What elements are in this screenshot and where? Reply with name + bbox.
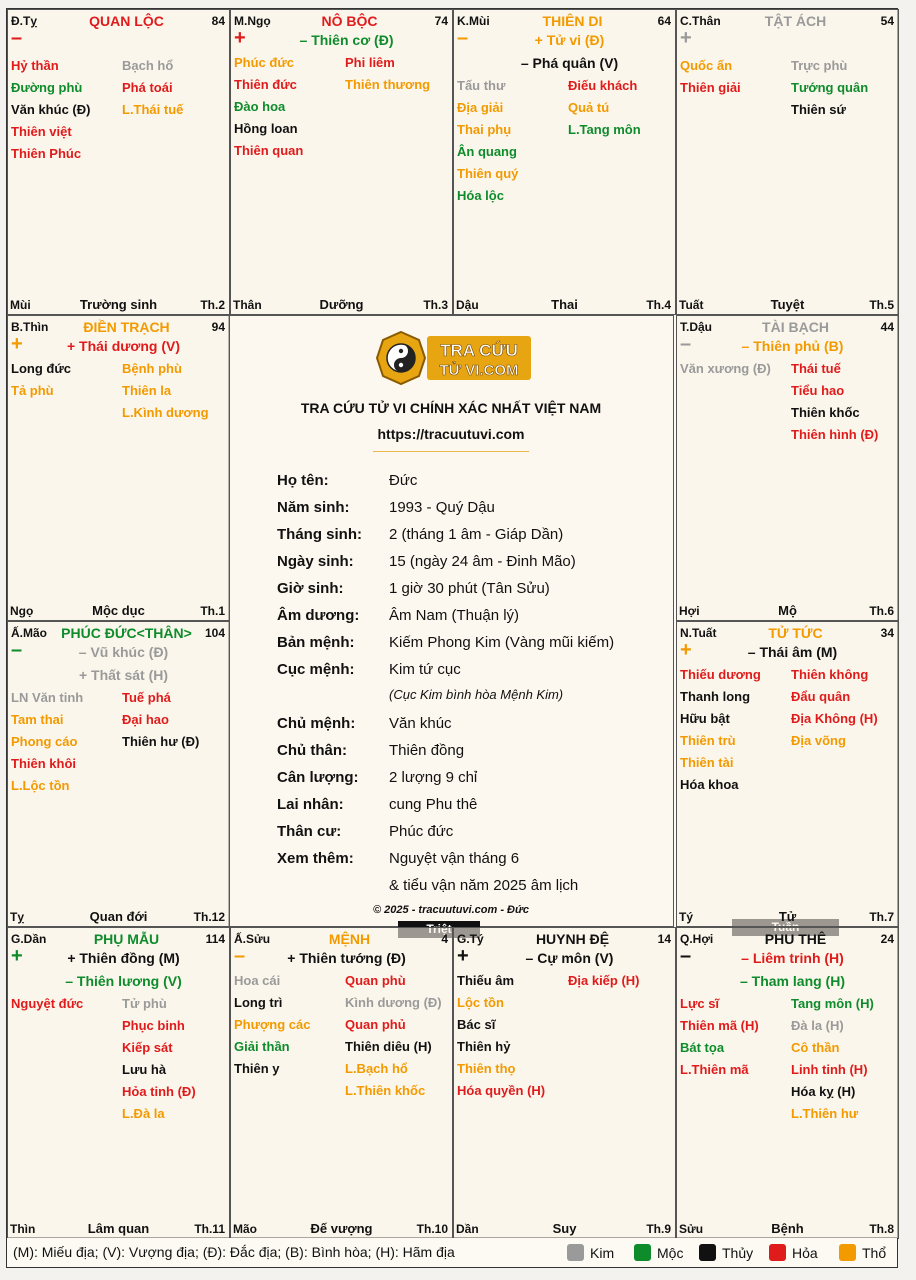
life-stage-branch: Tý [679, 910, 694, 924]
info-value: Kim tứ cục [389, 661, 461, 678]
minor-star: Nguyệt đức [11, 996, 84, 1011]
legend-label: Mộc [657, 1244, 684, 1261]
minor-star: Địa giải [457, 100, 504, 115]
minor-star: Tam thai [11, 712, 64, 727]
major-star: + Thất sát (H) [78, 667, 169, 683]
minor-star: Đường phù [11, 80, 83, 95]
info-value: Đức [389, 472, 418, 489]
info-row [277, 607, 519, 624]
info-row [277, 580, 550, 597]
minor-star: Trực phù [791, 58, 848, 73]
palace-age: 4 [441, 932, 448, 946]
minor-star: Thiên sứ [791, 102, 846, 117]
info-key: Chủ mệnh: [277, 715, 356, 732]
life-stage: Quan đới [89, 909, 148, 924]
yin-yang-sign: + [11, 945, 23, 967]
info-key: Năm sinh: [277, 499, 350, 516]
legend-swatch [634, 1244, 651, 1261]
legend-item-3 [769, 1244, 818, 1261]
minor-star: Long đức [11, 361, 71, 376]
month-number: Th.6 [869, 604, 894, 618]
minor-star: Thiên khốc [791, 405, 860, 420]
minor-star: Thiên hình (Đ) [791, 427, 879, 442]
info-key: Họ tên: [277, 472, 329, 489]
palace-mao[interactable] [7, 621, 230, 927]
minor-star: L.Tang môn [568, 122, 641, 137]
minor-star: Thiên diêu (H) [345, 1039, 432, 1054]
palace-name: QUAN LỘC [89, 13, 164, 29]
minor-star: Thanh long [680, 689, 751, 704]
info-row [277, 850, 519, 867]
tu-vi-chart [6, 8, 898, 1238]
palace-age: 54 [880, 14, 894, 28]
info-row [277, 472, 417, 489]
minor-star: Thiên đức [234, 77, 297, 92]
info-row [277, 715, 452, 732]
yin-yang-sign: + [680, 27, 692, 49]
minor-star: Kiếp sát [122, 1040, 173, 1055]
life-stage: Mộ [778, 603, 797, 618]
minor-star: LN Văn tinh [11, 690, 84, 705]
major-star: – Tham lang (H) [739, 973, 845, 989]
info-row [277, 823, 453, 840]
minor-star: Thiên hỷ [457, 1039, 511, 1054]
major-star: – Thiên lương (V) [65, 973, 182, 989]
info-key: Ngày sinh: [277, 553, 354, 570]
minor-star: Thiếu âm [457, 973, 515, 988]
minor-star: Hữu bật [680, 711, 730, 726]
info-key: Lai nhân: [277, 796, 344, 813]
logo-text-1: TRA CỨU [440, 341, 518, 360]
minor-star: Quan phủ [345, 1017, 406, 1032]
minor-star: Lộc tồn [457, 995, 504, 1010]
palace-age: 14 [657, 932, 671, 946]
info-row [277, 661, 461, 678]
minor-star: Lưu hà [122, 1062, 167, 1077]
minor-star: Phượng các [234, 1017, 311, 1032]
info-value: cung Phu thê [389, 796, 478, 813]
minor-star: Ân quang [457, 144, 517, 159]
life-stage: Bệnh [771, 1221, 804, 1236]
palace-name: TẬT ÁCH [764, 13, 827, 29]
info-value: Âm Nam (Thuận lý) [389, 607, 520, 624]
month-number: Th.7 [869, 910, 894, 924]
minor-star: Tả phù [11, 383, 54, 398]
minor-star: Đà la (H) [791, 1018, 844, 1033]
yin-yang-sign: – [680, 945, 692, 967]
life-stage-branch: Thìn [10, 1222, 36, 1236]
month-number: Th.11 [194, 1222, 225, 1236]
info-key: Xem thêm: [277, 850, 354, 867]
minor-star: Thiên y [234, 1061, 280, 1076]
info-value: 15 (ngày 24 âm - Đinh Mão) [389, 553, 576, 570]
palace-age: 114 [205, 932, 225, 946]
palace-name: ĐIỀN TRẠCH [83, 319, 170, 335]
info-value: Kiếm Phong Kim (Vàng mũi kiếm) [389, 634, 615, 651]
minor-star: Thiên la [122, 383, 172, 398]
life-stage-branch: Hợi [679, 604, 700, 618]
palace-name: TÀI BẠCH [762, 319, 829, 335]
minor-star: L.Thái tuế [122, 102, 184, 117]
palace-code: G.Tý [457, 932, 484, 946]
minor-star: Thiên tài [680, 755, 734, 770]
url-underline [373, 451, 529, 452]
info-value: Văn khúc [389, 715, 452, 732]
info-row [277, 499, 495, 516]
minor-star: Đại hao [122, 712, 169, 727]
legend-item-1 [634, 1244, 683, 1261]
life-stage-branch: Tuất [679, 298, 704, 312]
month-number: Th.5 [869, 298, 894, 312]
palace-code: C.Thân [680, 14, 721, 28]
life-stage: Tuyệt [770, 297, 805, 312]
minor-star: Bát tọa [680, 1040, 725, 1055]
minor-star: Bệnh phù [122, 361, 182, 376]
minor-star: L.Bạch hổ [345, 1061, 408, 1076]
minor-star: Tử phù [122, 996, 167, 1011]
month-number: Th.3 [423, 298, 448, 312]
palace-code: B.Thìn [11, 320, 49, 334]
life-stage: Lâm quan [87, 1221, 150, 1236]
info-value: 1993 - Quý Dậu [389, 499, 495, 516]
palace-age: 74 [434, 14, 448, 28]
month-number: Th.1 [200, 604, 225, 618]
minor-star: Quốc ấn [680, 58, 733, 73]
yin-yang-sign: + [234, 27, 246, 49]
palace-age: 64 [657, 14, 671, 28]
palace-code: G.Dần [11, 932, 47, 946]
minor-star: Văn xương (Đ) [680, 361, 771, 376]
month-number: Th.2 [200, 298, 225, 312]
center-info-panel [228, 315, 674, 927]
palace-thin[interactable] [7, 315, 230, 621]
minor-star: Lực sĩ [680, 996, 720, 1011]
palace-code: M.Ngọ [234, 14, 271, 28]
minor-star: Thái tuế [791, 361, 841, 376]
info-key: Bản mệnh: [277, 634, 355, 651]
info-key: Thân cư: [277, 823, 342, 840]
major-star: – Cự môn (V) [525, 950, 614, 966]
minor-star: Phục binh [122, 1018, 185, 1033]
life-stage: Tử [778, 909, 797, 924]
info-row [277, 742, 464, 759]
month-number: Th.9 [646, 1222, 671, 1236]
info-key: Cục mệnh: [277, 661, 355, 678]
legend-swatch [839, 1244, 856, 1261]
site-url[interactable]: https://tracuutuvi.com [377, 426, 525, 442]
minor-star: Linh tinh (H) [791, 1062, 868, 1077]
minor-star: Thiên hư (Đ) [122, 734, 200, 749]
info-key: Âm dương: [277, 607, 360, 624]
minor-star: Phúc đức [234, 55, 294, 70]
palace-dau[interactable] [676, 315, 899, 621]
legend-label: Thủy [722, 1244, 754, 1261]
palace-ty2[interactable] [453, 927, 676, 1239]
minor-star: Thiên giải [680, 80, 741, 95]
minor-star: Long trì [234, 995, 283, 1010]
minor-star: Hoa cái [234, 973, 281, 988]
yin-yang-sign: – [11, 27, 23, 49]
minor-star: Thiên trù [680, 733, 736, 748]
palace-code: K.Mùi [457, 14, 490, 28]
minor-star: Thiên không [791, 667, 869, 682]
legend-item-4 [839, 1244, 886, 1261]
minor-star: Thiên thương [345, 77, 431, 92]
minor-star: L.Thiên hư [791, 1106, 859, 1121]
life-stage-branch: Sửu [679, 1222, 704, 1236]
minor-star: L.Thiên mã [680, 1062, 749, 1077]
minor-star: Cô thần [791, 1040, 840, 1055]
palace-ngo[interactable] [230, 9, 453, 315]
palace-name: HUYNH ĐỆ [535, 931, 610, 947]
info-value: 2 (tháng 1 âm - Giáp Dần) [389, 526, 564, 543]
info-value: 2 lượng 9 chỉ [389, 769, 478, 786]
minor-star: Địa võng [791, 733, 846, 748]
palace-suu[interactable] [230, 927, 453, 1239]
info-value: 1 giờ 30 phút (Tân Sửu) [389, 580, 550, 597]
minor-star: Thai phụ [457, 122, 512, 137]
month-number: Th.4 [646, 298, 671, 312]
palace-code: Ấ.Mão [11, 626, 47, 640]
info-row [277, 796, 477, 813]
life-stage: Mộc dục [92, 603, 145, 618]
minor-star: Bác sĩ [457, 1017, 496, 1032]
yin-yang-sign: – [234, 945, 246, 967]
minor-star: Phá toái [122, 80, 173, 95]
palace-code: Q.Hợi [680, 932, 714, 946]
minor-star: Hóa lộc [457, 188, 504, 203]
legend-swatch [567, 1244, 584, 1261]
info-row [277, 526, 563, 543]
palace-hoi[interactable] [676, 927, 899, 1239]
major-star: – Liêm trinh (H) [741, 950, 844, 966]
info-row [277, 553, 576, 570]
palace-name: TỬ TỨC [768, 625, 823, 641]
minor-star: Hỷ thần [11, 58, 59, 73]
major-star: – Thiên cơ (Đ) [299, 32, 394, 48]
minor-star: Kình dương (Đ) [345, 995, 442, 1010]
life-stage-branch: Mùi [10, 298, 31, 312]
palace-age: 24 [880, 932, 894, 946]
center-title: TRA CỨU TỬ VI CHÍNH XÁC NHẤT VIỆT NAM [300, 400, 602, 416]
life-stage: Thai [551, 297, 578, 312]
yin-yang-sign: – [680, 333, 692, 355]
palace-age: 34 [880, 626, 894, 640]
legend-item-2 [699, 1244, 753, 1261]
palace-tuat[interactable] [676, 621, 899, 927]
life-stage: Trường sinh [79, 297, 158, 312]
life-stage-branch: Ngọ [10, 604, 34, 618]
minor-star: Hóa khoa [680, 777, 739, 792]
palace-code: N.Tuất [680, 626, 717, 640]
major-star: – Thái âm (M) [747, 644, 838, 660]
life-stage-branch: Dần [456, 1222, 479, 1236]
life-stage: Dưỡng [319, 297, 364, 312]
minor-star: Điếu khách [568, 78, 638, 93]
info-value: Nguyệt vận tháng 6 [389, 850, 520, 867]
major-star: – Phá quân (V) [520, 55, 619, 71]
minor-star: Bạch hổ [122, 58, 174, 73]
minor-star: L.Đà la [122, 1106, 165, 1121]
palace-name: PHU THÊ [764, 931, 827, 947]
month-number: Th.12 [193, 910, 225, 924]
legend-swatch [769, 1244, 786, 1261]
palace-code: Đ.Tỵ [11, 14, 38, 28]
info-value: Thiên đồng [389, 742, 465, 759]
legend-item-0 [567, 1244, 614, 1261]
xem-them-line2: & tiểu vận năm 2025 âm lịch [389, 877, 579, 894]
logo [375, 330, 535, 386]
legend-label: Kim [590, 1244, 615, 1261]
info-key: Chủ thân: [277, 742, 347, 759]
yin-yang-sign: + [680, 639, 692, 661]
legend-text: (M): Miếu địa; (V): Vượng địa; (Đ): Đắc địa; (B): Bình hòa; (H): Hãm địa [13, 1244, 455, 1260]
life-stage-branch: Tỵ [10, 910, 25, 924]
palace-name: MỆNH [328, 931, 371, 947]
life-stage: Suy [552, 1221, 577, 1236]
palace-name: PHỤ MẪU [93, 931, 160, 947]
cuc-menh-note: (Cục Kim bình hòa Mệnh Kim) [389, 687, 564, 702]
major-star: + Thiên tướng (Đ) [287, 950, 406, 966]
palace-code: Ấ.Sửu [234, 932, 271, 946]
info-key: Cân lượng: [277, 769, 359, 786]
info-row [277, 769, 477, 786]
life-stage: Đế vượng [310, 1221, 373, 1236]
legend-label: Thổ [862, 1244, 887, 1261]
minor-star: Phi liêm [345, 55, 395, 70]
minor-star: Quan phù [345, 973, 406, 988]
minor-star: Thiên quý [457, 166, 519, 181]
minor-star: Tuế phá [122, 690, 171, 705]
minor-star: Tướng quân [791, 80, 869, 95]
minor-star: Thiên quan [234, 143, 304, 158]
minor-star: Quả tú [568, 100, 610, 115]
copyright: © 2025 - tracuutuvi.com - Đức [373, 904, 529, 916]
minor-star: Hóa kỵ (H) [791, 1084, 856, 1099]
palace-name: THIÊN DI [542, 13, 603, 29]
legend-label: Hỏa [792, 1244, 818, 1261]
info-row [277, 634, 614, 651]
palace-ty[interactable] [7, 9, 230, 315]
life-stage-branch: Mão [233, 1222, 257, 1236]
yin-yang-sign: + [11, 333, 23, 355]
palace-age: 104 [204, 626, 225, 640]
minor-star: Hồng loan [234, 121, 298, 136]
minor-star: Thiên khôi [11, 756, 76, 771]
palace-name: PHÚC ĐỨC<THÂN> [61, 625, 192, 641]
info-value: Phúc đức [389, 823, 454, 840]
minor-star: Thiên Phúc [11, 146, 82, 161]
minor-star: Hóa quyền (H) [457, 1083, 546, 1098]
minor-star: Hỏa tinh (Đ) [122, 1084, 196, 1099]
palace-than[interactable] [676, 9, 899, 315]
minor-star: L.Thiên khốc [345, 1083, 426, 1098]
minor-star: Văn khúc (Đ) [11, 102, 91, 117]
palace-code: T.Dậu [680, 320, 713, 334]
legend-bar [6, 1238, 898, 1268]
minor-star: Thiên việt [11, 124, 72, 139]
legend-swatch [699, 1244, 716, 1261]
palace-age: 44 [880, 320, 894, 334]
minor-star: Đào hoa [234, 99, 286, 114]
minor-star: Thiếu dương [680, 667, 761, 682]
palace-mui[interactable] [453, 9, 676, 315]
info-key: Giờ sinh: [277, 580, 344, 597]
minor-star: Thiên thọ [457, 1061, 516, 1076]
minor-star: Thiên mã (H) [680, 1018, 759, 1033]
info-key: Tháng sinh: [277, 526, 362, 543]
yin-yang-sign: – [11, 639, 23, 661]
logo-text-2: TỬ VI.COM [439, 362, 519, 379]
minor-star: Tấu thư [457, 78, 506, 93]
minor-star: Giải thần [234, 1039, 290, 1054]
yin-yang-sign: + [457, 945, 469, 967]
minor-star: Tang môn (H) [791, 996, 874, 1011]
month-number: Th.8 [869, 1222, 894, 1236]
minor-star: Phong cáo [11, 734, 78, 749]
yin-yang-sign: – [457, 27, 469, 49]
major-star: + Thái dương (V) [66, 338, 181, 354]
major-star: + Thiên đồng (M) [67, 950, 180, 966]
minor-star: Tiểu hao [791, 383, 845, 398]
palace-name: NÔ BỘC [321, 13, 378, 29]
minor-star: L.Lộc tồn [11, 778, 70, 793]
month-number: Th.10 [416, 1222, 448, 1236]
major-star: – Vũ khúc (Đ) [78, 644, 169, 660]
minor-star: L.Kình dương [122, 405, 209, 420]
life-stage-branch: Dậu [456, 298, 479, 312]
minor-star: Đẩu quân [791, 689, 851, 704]
major-star: + Tử vi (Đ) [534, 32, 605, 48]
palace-dan[interactable] [7, 927, 230, 1239]
life-stage-branch: Thân [233, 298, 262, 312]
palace-age: 84 [211, 14, 225, 28]
minor-star: Địa Không (H) [791, 711, 878, 726]
palace-age: 94 [211, 320, 225, 334]
major-star: – Thiên phủ (B) [741, 338, 844, 354]
minor-star: Địa kiếp (H) [568, 973, 640, 988]
